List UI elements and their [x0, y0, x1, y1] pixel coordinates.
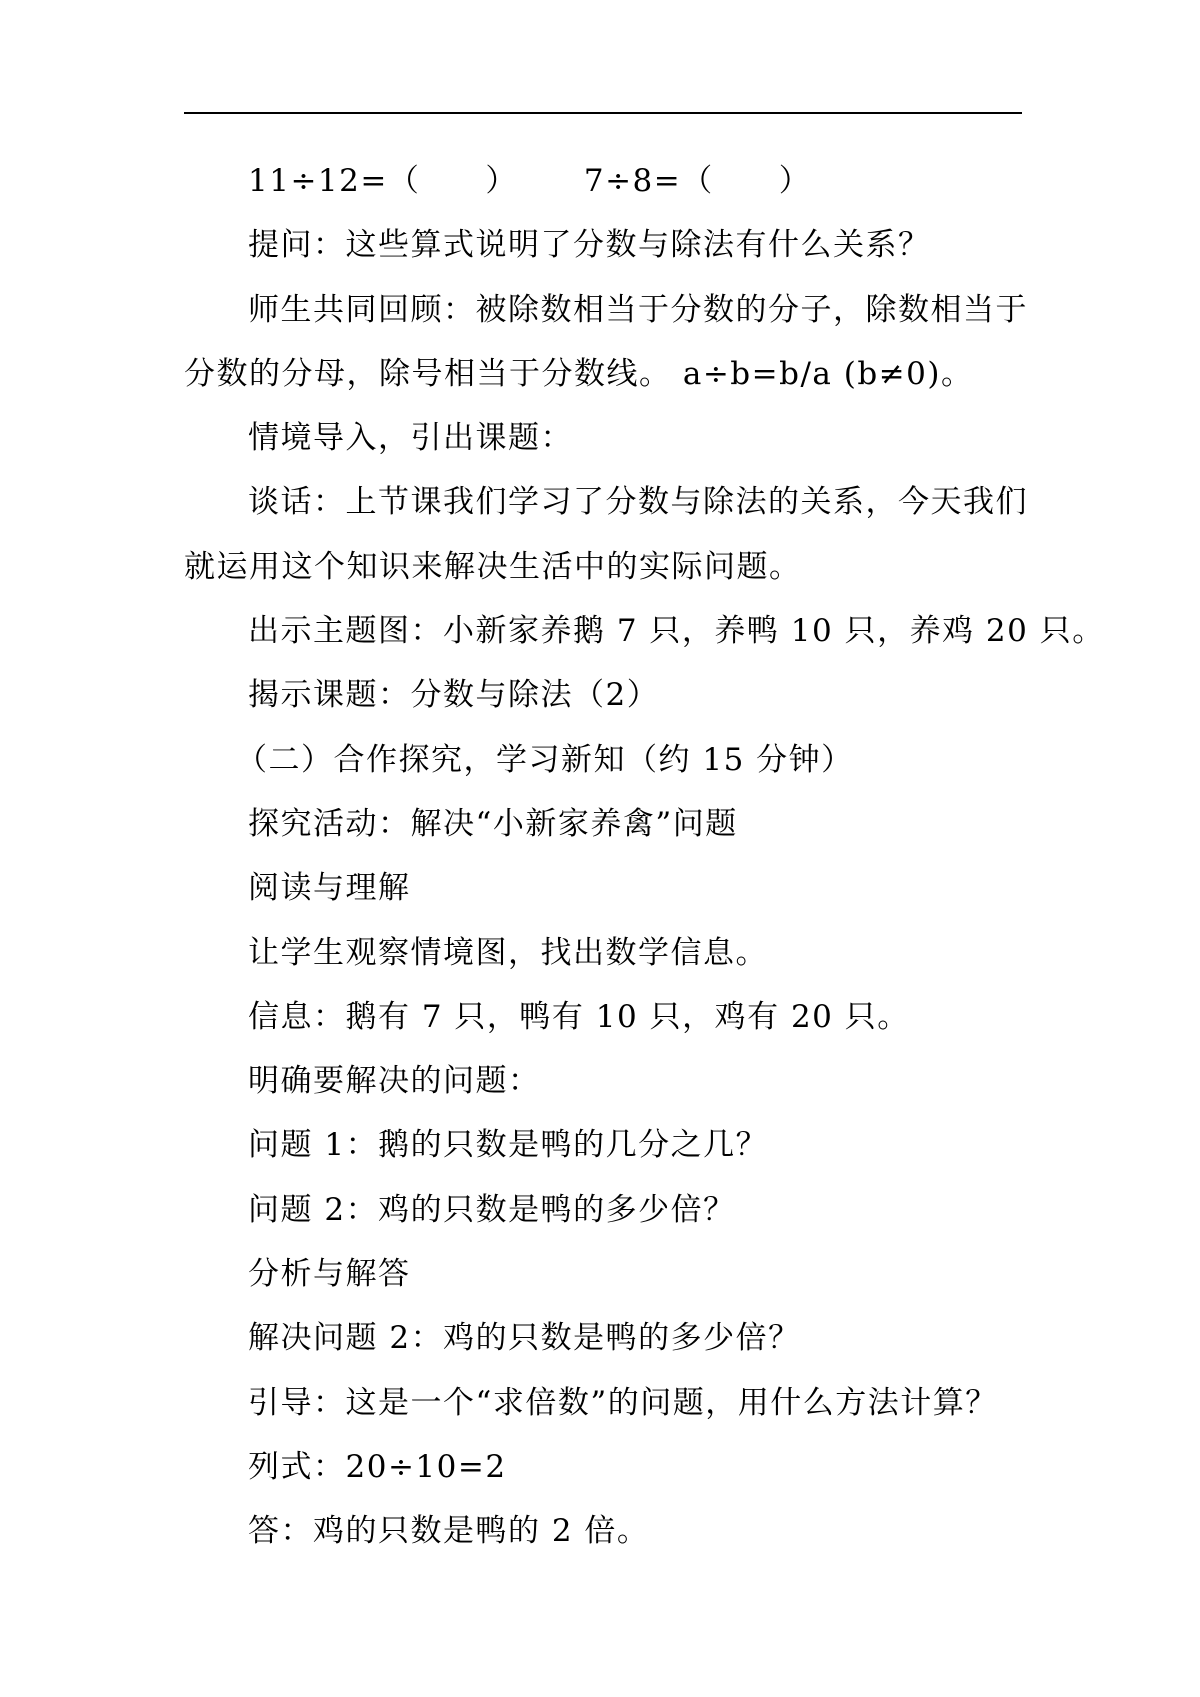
subheading-read-understand: 阅读与理解 — [248, 870, 411, 907]
review-paragraph-line-1: 师生共同回顾：被除数相当于分数的分子，除数相当于 — [248, 291, 1028, 328]
formula-11-div-12: 11÷12=（ ） — [248, 163, 518, 199]
talk-paragraph-line-1: 谈话：上节课我们学习了分数与除法的关系，今天我们 — [248, 484, 1028, 521]
solve-problem-2-line: 解决问题 2：鸡的只数是鸭的多少倍？ — [248, 1320, 801, 1357]
formula-7-div-8: 7÷8=（ ） — [583, 163, 812, 199]
section-heading-intro: 情境导入，引出课题： — [248, 420, 573, 457]
observe-line: 让学生观察情境图，找出数学信息。 — [248, 934, 768, 971]
header-rule — [184, 112, 1022, 114]
guide-line: 引导：这是一个“求倍数”的问题，用什么方法计算？ — [248, 1384, 998, 1421]
subheading-analyze-answer: 分析与解答 — [248, 1256, 411, 1293]
theme-picture-line: 出示主题图：小新家养鹅 7 只，养鸭 10 只，养鸡 20 只。 — [248, 613, 1105, 650]
question-prompt: 提问：这些算式说明了分数与除法有什么关系？ — [248, 227, 931, 264]
document-body — [184, 149, 1105, 1564]
answer-line: 答：鸡的只数是鸭的 2 倍。 — [248, 1513, 650, 1550]
talk-paragraph-line-2: 就运用这个知识来解决生活中的实际问题。 — [184, 548, 802, 585]
activity-line: 探究活动：解决“小新家养禽”问题 — [248, 805, 738, 842]
info-line: 信息：鹅有 7 只，鸭有 10 只，鸡有 20 只。 — [248, 998, 910, 1035]
problem-heading: 明确要解决的问题： — [248, 1063, 541, 1100]
problem-1-line: 问题 1：鹅的只数是鸭的几分之几？ — [248, 1127, 769, 1164]
formula-line — [184, 149, 1024, 213]
lesson-title-line: 揭示课题：分数与除法（2） — [248, 677, 660, 714]
section-heading-explore: （二）合作探究，学习新知（约 15 分钟） — [236, 741, 854, 778]
review-paragraph-line-2: 分数的分母，除号相当于分数线。 a÷b=b/a (b≠0)。 — [184, 355, 974, 392]
equation-line: 列式：20÷10=2 — [248, 1448, 507, 1485]
problem-2-line: 问题 2：鸡的只数是鸭的多少倍？ — [248, 1191, 736, 1228]
